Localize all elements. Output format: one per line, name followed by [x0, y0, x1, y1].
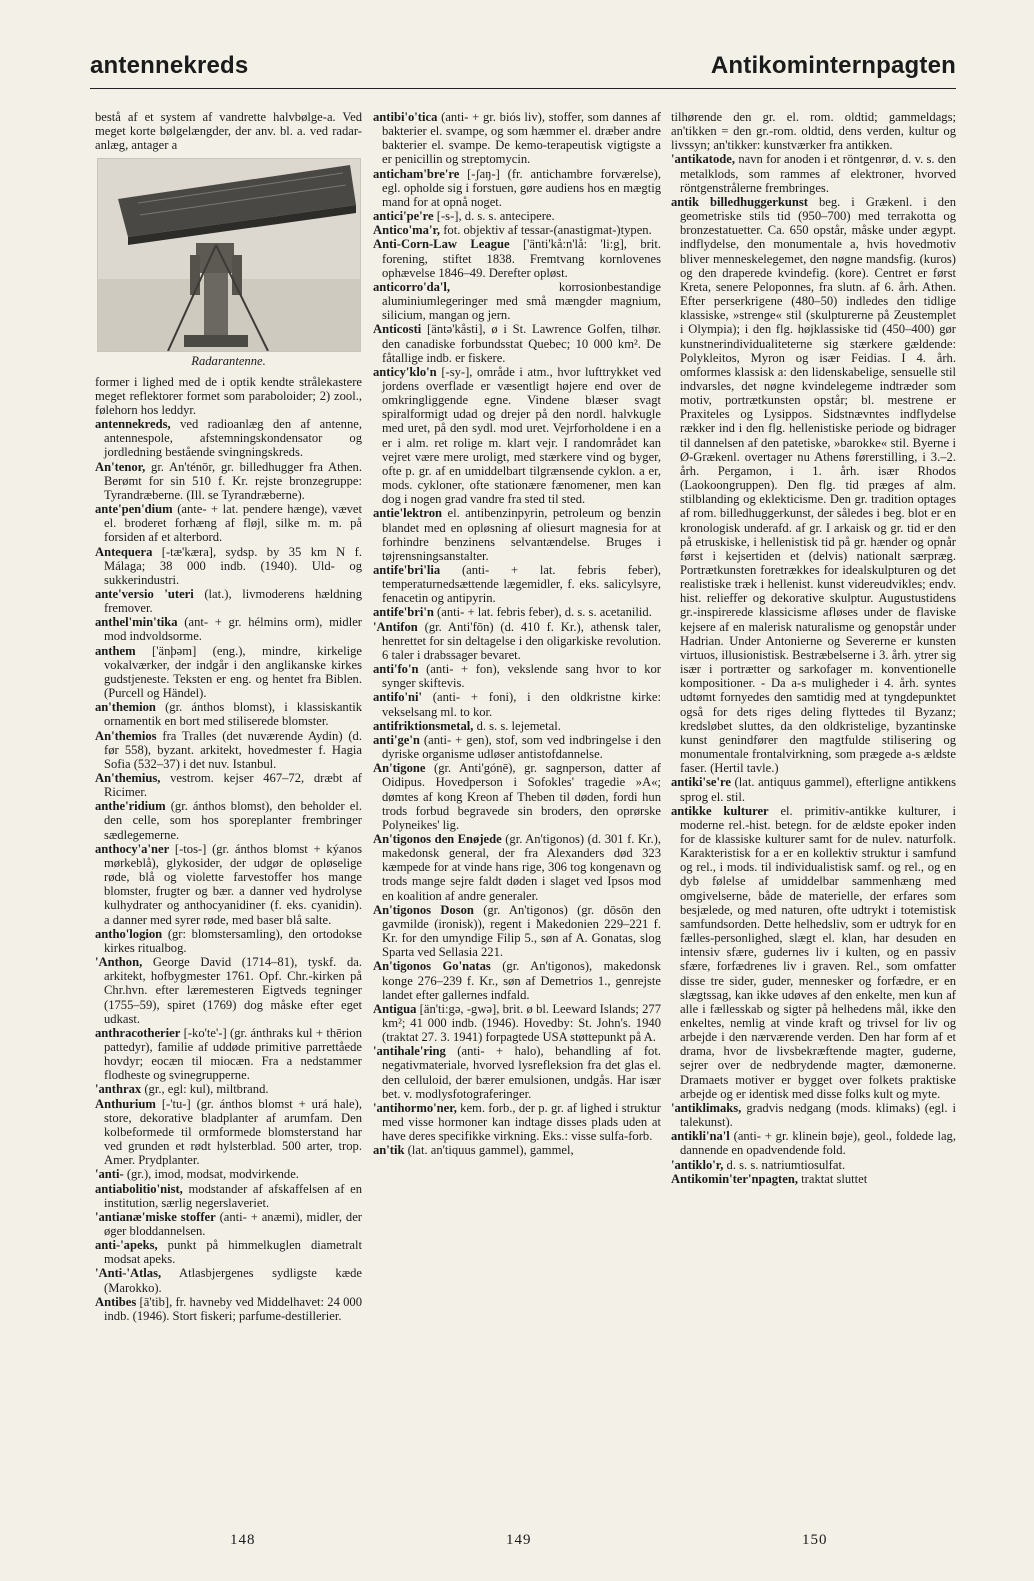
dictionary-entry	[373, 1101, 661, 1143]
entry-headword: An'tigonos Go'natas	[373, 959, 491, 974]
dictionary-entry	[671, 195, 956, 775]
entry-definition: (gr. Anti'fōn) (d. 410 f. Kr.), athensk taler, henrettet for sin deltagelse i den oligarkiske revolution. 6 taler i drabssager bevaret.	[382, 619, 661, 662]
entry-headword: anthe'ridium	[95, 799, 166, 814]
dictionary-entry	[95, 615, 362, 643]
dictionary-entry	[671, 1101, 956, 1129]
entry-headword: 'antianæ'miske stoffer	[95, 1209, 216, 1224]
entry-headword: anthocy'a'ner	[95, 841, 170, 856]
dictionary-entry	[373, 719, 661, 733]
entry-headword: An'tigonos Doson	[373, 902, 474, 917]
entry-headword: antie'lektron	[373, 506, 443, 521]
entry-headword: 'Anti-'Atlas,	[95, 1266, 162, 1281]
entry-definition: d. s. s. natriumtiosulfat.	[726, 1157, 846, 1172]
header-rule	[90, 88, 956, 89]
entry-headword: anticorro'da'l,	[373, 279, 451, 294]
entry-definition: (gr. ánthos blomst), i klassiskantik ornamentik en bort med stiliserede blomster.	[104, 700, 362, 729]
dictionary-entry	[373, 733, 661, 761]
dictionary-entry	[373, 662, 661, 690]
entry-definition: vestrom. kejser 467–72, dræbt af Ricimer.	[104, 771, 362, 800]
entry-headword: Antigua	[373, 1001, 417, 1016]
entry-headword: antife'bri'lia	[373, 563, 441, 577]
entry-headword: anticham'bre're	[373, 166, 460, 181]
entry-headword: antife'bri'n	[373, 605, 434, 620]
entry-definition: [-sy-], område i atm., hvor lufttrykket ved jordens overflade er væsentligt højere end over de omkringliggende egne. Vindene blæser svagt spiralformigt udad og drejer på den nordl. halvkugle med uret, på den sydl. mod uret. Vejrforholdene i en a er i alm. ret rolige m. klart vejr. I randområdet kan vejret være mere uroligt, med stærkere vind og byger, ofte p. gr. af en umiddelbart tilgrænsende cyklon. a er, mods. cykloner, ofte stationære fænomener, men kan dog i nogen grad vandre fra sted til sted.	[382, 364, 661, 507]
entry-headword: antifriktionsmetal,	[373, 718, 474, 733]
page-number-left: 148	[230, 1532, 256, 1548]
entry-headword: an'tik	[373, 1143, 405, 1158]
dictionary-entry	[373, 322, 661, 364]
page-header	[90, 52, 956, 92]
entry-definition: (gr. Anti'gónē), gr. sagnperson, datter af Oidipus. Hovedperson i Sofokles' tragedie »A«; dømtes af kong Kreon af Theben til døden, fordi hun trods forbud begravede sin broders, den oprørske Polyneikes' lig.	[382, 761, 661, 832]
left-headword: antennekreds	[90, 52, 249, 79]
dictionary-entry	[373, 761, 661, 832]
entry-headword: Antequera	[95, 544, 153, 559]
entry-headword: An'tigonos den Enøjede	[373, 831, 502, 846]
dictionary-entry	[373, 832, 661, 903]
entry-headword: 'antihale'ring	[373, 1044, 446, 1059]
dictionary-entry	[95, 1266, 362, 1294]
entry-headword: antho'logion	[95, 926, 163, 941]
entry-definition: [-ko'te'-] (gr. ánthraks kul + thērion pattedyr), familie af uddøde primitive parrettåede hovdyr; eocæn til miocæn. Fra a nedstammer flodheste og svinegrupperne.	[104, 1025, 362, 1083]
entry-definition: el. antibenzinpyrin, petroleum og benzin blandet med en opløsning af oliesurt magnesia for at forhindre benzinens selvantændelse. Bruges i tøjrensningsanstalter.	[382, 506, 661, 563]
entry-headword: Antico'ma'r,	[373, 223, 441, 238]
entry-definition: [äntə'kåsti], ø i St. Lawrence Golfen, tilhør. den canadiske forbundsstat Quebec; 10 000 km². De fåtallige indb. er fiskere.	[382, 322, 661, 365]
entry-definition: ['änti'kå:n'lå: 'li:g], brit. forening, stiftet 1838. Fremtvang kornlovenes ophævelse 1846–49. Derefter opløst.	[382, 237, 661, 280]
entry-headword: antennekreds,	[95, 417, 171, 432]
entry-headword: antici'pe're	[373, 209, 434, 224]
dictionary-entry	[95, 1026, 362, 1083]
entry-definition: (anti- + gr. klinein bøje), geol., foldede lag, dannende en opadvendende fold.	[680, 1129, 956, 1158]
dictionary-entry	[95, 1182, 362, 1210]
entry-definition: korrosionbestandige aluminiumlegeringer med små mængder magnium, silicium, mangan og jern.	[382, 279, 661, 323]
entry-definition: (anti- + gr. biós liv), stoffer, som dannes af bakterier el. svampe, og som hæmmer el. dræber andre bakterier el. svampe. De kemo-terapeutisk vigtigste a er penicillin og streptomycin.	[382, 110, 661, 167]
entry-definition: [-s-], d. s. s. antecipere.	[436, 209, 555, 224]
dictionary-entry	[373, 690, 661, 718]
dictionary-entry	[373, 237, 661, 279]
dictionary-entry	[95, 587, 362, 615]
dictionary-entry	[671, 152, 956, 194]
entry-definition: ved radioanlæg den af antenne, antennespole, afstemningskondensator og jordledning bestående svingningskreds.	[104, 417, 362, 460]
entry-definition: [-'tu-] (gr. ánthos blomst + urá hale), store, dekorative bladplanter af arumfam. Den kolbeformede til ormformede blomsterstand har ved grunden et rødt hylsterblad. 500 arter, trop. Amer. Prydplanter.	[104, 1096, 362, 1168]
entry-definition: punkt på himmelkuglen diametralt modsat apeks.	[104, 1238, 362, 1267]
entry-headword: anthel'min'tika	[95, 615, 178, 630]
dictionary-entry	[373, 605, 661, 619]
dictionary-entry	[95, 700, 362, 728]
entry-headword: 'Anthon,	[95, 955, 143, 970]
entry-definition: [-ʃaŋ-] (fr. antichambre forværelse), egl. opholde sig i forstuen, gøre audiens hos en mægtig mand for at opnå noget.	[382, 166, 661, 209]
column-1-entries	[95, 417, 362, 1323]
column-1-continuation: former i lighed med de i optik kendte strålekastere meget reflektorer formet som paraboloider; 2) zool., følehorn hos leddyr.	[95, 374, 362, 417]
entry-headword: 'antikatode,	[671, 152, 736, 167]
entry-definition: kem. forb., der p. gr. af lighed i struktur med visse hormoner kan indtage disses plads uden at have deres specifikke virkning. Eks.: visse sulfa-forb.	[382, 1100, 661, 1144]
entry-headword: anti'ge'n	[373, 732, 420, 747]
entry-headword: antiki'se're	[671, 775, 731, 790]
dictionary-entry	[95, 1295, 362, 1323]
entry-definition: modstander af afskaffelsen af en institution, særlig negerslaveriet.	[104, 1181, 362, 1210]
entry-definition: (anti- + halo), behandling af fot. negativmateriale, hvorved lysrefleksion fra det glas el. den celluloid, der bærer emulsionen, undgås. Har især bet. v. modlysfotograferinger.	[382, 1044, 661, 1101]
entry-definition: (anti- + lat. febris feber), d. s. s. acetanilid.	[437, 605, 652, 620]
entry-definition: (lat. antiquus gammel), efterligne antikkens sprog el. stil.	[680, 775, 956, 804]
entry-definition: gradvis nedgang (mods. klimaks) (egl. i talekunst).	[680, 1100, 956, 1130]
dictionary-entry	[95, 927, 362, 955]
entry-definition: (lat.), livmoderens hældning fremover.	[104, 586, 362, 616]
dictionary-entry	[373, 365, 661, 507]
dictionary-entry	[373, 167, 661, 209]
entry-headword: Antibes	[95, 1294, 137, 1309]
dictionary-entry	[373, 1143, 661, 1157]
entry-definition: d. s. s. lejemetal.	[476, 718, 561, 733]
entry-headword: anthem	[95, 643, 136, 658]
entry-definition: (gr., egl: kul), miltbrand.	[144, 1082, 269, 1097]
entry-headword: Anticosti	[373, 322, 422, 337]
entry-definition: (gr. An'tigonos) (d. 301 f. Kr.), makedonsk general, der fra Alexanders død 323 kæmpede for at vinde hans rige, 306 tog kongenavn og trods mange sejre faldt døden i slaget ved Ipsos mod en koalition af andre generaler.	[382, 831, 661, 903]
entry-definition: el. primitiv-antikke kulturer, i moderne rel.-hist. betegn. for de ældste epoker inden for de klassiske kulturer samt for de nulev. naturfolk. Karakteristisk for a er en kollektiv struktur i samfund og rel., i mods. til individualistisk samf. og rel., og en dyb følelse af umiddelbar sammenhæng med omgivelserne, både de materielle, der erfares som besjælede, og med naturen, ofte udtrykt i totemistisk samfundsorden. Dette helhedsliv, som er udtryk for en fælles-personlighed, slægt el. klan, har desuden en intensiv sfære, gudernes liv i kulten, og en passiv sfære, forfædrenes liv i graven. Rel., som omfatter disse tre sider, guder, mennesker og forfædre, er en slægtssag, kan ikke udøves af den enkelte, men kun af alle i fællesskab og sigter på helhedens mål, ikke den enkeltes, nemlig at vinde kraft og trivsel for liv og arbejde i den nærværende verden. Den har form af et drama, hvor de livsbekræftende magter, guderne, sejrer over de nedbrydende magter, dæmonerne. Dramaets motiver er bygget over folkets praktiske arbejde og er identisk med disse folks kult og myte.	[680, 803, 956, 1101]
entry-headword: antibi'o'tica	[373, 110, 438, 124]
entry-definition: (gr: blomstersamling), den ortodokse kirkes ritualbog.	[104, 926, 362, 955]
page-number-right: 150	[802, 1532, 828, 1548]
column-3-lead: tilhørende den gr. el. rom. oldtid; gammeldags; an'tikken = den gr.-rom. oldtid, dens verden, kultur og livssyn; an'tikker: kunstværker fra antikken.	[671, 110, 956, 153]
entry-headword: antik billedhuggerkunst	[671, 194, 808, 209]
entry-definition: beg. i Grækenl. i den geometriske stils tid (950–700) med terrakotta og bronzestatuetter. Ca. 650 opstår, måske under ægypt. indflydelse, den monumentale a, hvis hovedmotiv bliver menneskelegemet, den nøgne mandsfig. (kuros) og den draperede kvindefig. (kore). Centret er først Kreta, senere Peloponnes, fra slutn. af 6. årh. Athen. Efter perserkrigene (480–50) indledes den tidlige klassiske, »strenge« stil (skulpturerne på Zeustemplet i Olympia); i den flg. højklassiske tid (450–400) gør kunstnerindividualiteterne sig stærkere gældende: Polykleitos, Myron og især Feidias. I 4. årh. omformes klassisk a: den lidenskabelige, sensuelle stil indvarsles, det nøgne kvindelegeme indtræder som motiv, portrætkunsten opstår; bl. mestrene er Praxiteles og Lysippos. Sidstnævntes indflydelse rækker ind i den flg. hellenistiske periode og bidrager til dannelsen af den patetiske, »barokke« stil. Byerne i Ø-Grækenl. overtager nu Athens førerstilling, i 3.–2. årh. Pergamon, i 1. årh. især Rhodos (Laokoongruppen). Den flg. tid præges af alm. stilblanding og eklekticisme. Den gr. tradition optages af rom. billedhuggerkunst, der således i beg. blot er en kronologisk underafd. af gr. I arkaisk og gr. tid er den på etruskiske, i hellenistisk tid på gr. hænder og opnår først i kejsertiden et (delvis) nationalt særpræg. Portrætkunsten foretrækkes for idealskulpturen og det realistiske træk i hellenist. kunst videreudvikles; endv. hist. relieffer og dekorative skulptur. Augustustidens gr.-inspirerede klassicisme afløses under de flaviske kejsere af en malerisk naturalisme og genopstår under Hadrian. Under Antonierne og Severerne er kunsten virtuos, illusionistisk. Bestræbelserne i 3. årh. ytrer sig især i portrætter og sarkofager m. konventionelle kompositioner. - Da a-s muligheder i 4. årh. syntes udtømt fornyedes den samtidig med at tyngdepunktet også for dets riges deling flyttedes til Byzanz; kredsløbet sluttes, da den oldkristelige, byzantinske kunst genindfører den magtfulde stilisering og monumentale frontalvirkning, som prægede a-s ældste faser. (Hertil tavle.)	[680, 194, 956, 776]
entry-headword: antikke kulturer	[671, 803, 769, 818]
figure-caption: Radarantenne.	[191, 354, 266, 369]
entry-definition: (ant- + gr. hélmins orm), midler mod indvoldsorme.	[104, 615, 362, 644]
dictionary-entry	[95, 955, 362, 1026]
entry-definition: traktat sluttet	[801, 1171, 868, 1186]
column-2-entries	[373, 110, 661, 1158]
entry-headword: anticy'klo'n	[373, 364, 437, 379]
dictionary-entry	[95, 1210, 362, 1238]
entry-headword: ante'pen'dium	[95, 502, 173, 517]
entry-headword: 'antiklimaks,	[671, 1100, 742, 1115]
entry-definition: (gr. ánthos blomst), den beholder el. den celle, som hos sporeplanter frembringer sædlegemerne.	[104, 799, 362, 842]
column-3	[671, 110, 956, 1500]
dictionary-entry	[95, 644, 362, 701]
entry-headword: Anti-Corn-Law League	[373, 237, 510, 252]
entry-headword: An'tigone	[373, 761, 426, 776]
right-headword: Antikominternpagten	[710, 52, 956, 79]
dictionary-entry	[671, 775, 956, 803]
column-2	[373, 110, 661, 1500]
entry-headword: 'Antifon	[373, 619, 418, 634]
dictionary-entry	[95, 502, 362, 544]
column-1	[95, 110, 362, 1500]
entry-definition: [-tæ'kæra], sydsp. by 35 km N f. Málaga; 38 000 indb. (1940). Uld- og sukkerindustri.	[104, 544, 362, 587]
entry-headword: Antikomin'ter'npagten,	[671, 1171, 798, 1186]
entry-headword: 'anti-	[95, 1167, 124, 1182]
entry-definition: (anti- + lat. febris feber), temperaturnedsættende lægemidler, f. eks. salicylsyre, fenacetin og antipyrin.	[382, 563, 661, 606]
dictionary-entry	[373, 959, 661, 1001]
entry-definition: [än'ti:gə, -gwə], brit. ø bl. Leeward Islands; 277 km²; 41 000 indb. (1946). Hovedby: St. John's. 1940 (traktat 27. 3. 1941) forpagtede USA støttepunkt på A.	[382, 1001, 661, 1045]
entry-definition: fot. objektiv af tessar-(anastigmat-)typen.	[443, 223, 652, 238]
entry-headword: anthracotherier	[95, 1025, 181, 1040]
entry-headword: 'antiklo'r,	[671, 1157, 724, 1172]
entry-definition: Atlasbjergenes sydligste kæde (Marokko).	[104, 1266, 362, 1295]
radar-antenna-figure	[97, 158, 361, 352]
dictionary-entry	[95, 842, 362, 927]
dictionary-entry	[373, 1044, 661, 1101]
dictionary-entry	[373, 1002, 661, 1044]
dictionary-entry	[95, 771, 362, 799]
dictionary-entry	[95, 1167, 362, 1181]
dictionary-entry	[373, 903, 661, 960]
entry-headword: An'themios	[95, 728, 157, 743]
dictionary-entry	[95, 460, 362, 502]
column-3-entries	[671, 152, 956, 1185]
dictionary-entry	[95, 545, 362, 587]
entry-definition: [ā'tib], fr. havneby ved Middelhavet: 24 000 indb. (1946). Stort fiskeri; parfume-destillerier.	[104, 1294, 362, 1323]
entry-definition: (lat. an'tiquus gammel), gammel,	[407, 1143, 574, 1158]
dictionary-entry	[373, 280, 661, 322]
entry-headword: 'anthrax	[95, 1082, 142, 1097]
dictionary-entry	[95, 729, 362, 771]
entry-definition: navn for anoden i et röntgenrør, d. v. s. den metalklods, som rammes af elektroner, hvorved röntgenstrålerne frembringes.	[680, 152, 956, 195]
dictionary-entry	[671, 1172, 956, 1186]
entry-headword: antikli'na'l	[671, 1129, 730, 1144]
entry-headword: antiabolitio'nist,	[95, 1181, 183, 1196]
entry-headword: An'themius,	[95, 771, 161, 785]
entry-definition: (gr. An'tigonos) (gr. dōsōn den gavmilde (ironisk)), regent i Makedonien 229–221 f. Kr. for den umyndige Filip 5., søn af A. Gonatas, slog Sparta ved Sellasia 221.	[382, 902, 661, 960]
dictionary-entry	[95, 1082, 362, 1096]
entry-headword: anti'fo'n	[373, 662, 419, 677]
dictionary-entry	[373, 620, 661, 662]
entry-definition: (anti- + gen), stof, som ved indbringelse i den dyriske organisme udløser antistofdannelse.	[382, 732, 661, 762]
column-1-intro: bestå af et system af vandrette halvbølge-a. Ved meget korte bølgelængder, der anv. bl. a. ved radar-anlæg, antager a	[95, 110, 362, 153]
dictionary-entry	[373, 563, 661, 605]
entry-definition: fra Tralles (det nuværende Aydin) (d. før 558), byzant. arkitekt, hovedmester f. Hagia Sofia (532–37) i det nuv. Istanbul.	[104, 728, 362, 771]
entry-headword: an'themion	[95, 700, 156, 715]
page-number-middle: 149	[506, 1532, 532, 1548]
entry-definition: George David (1714–81), tyskf. da. arkitekt, hofbygmester 1761. Opf. Chr.-kirken på Chr.hvn. efter læremesteren Eigtveds tegninger (1755–59), spiret (1769) dog måske efter eget udkast.	[104, 955, 362, 1026]
entry-definition: (anti- + anæmi), midler, der øger bloddannelsen.	[104, 1209, 362, 1238]
entry-definition: ['änþəm] (eng.), mindre, kirkelige vokalværker, der indgår i den anglikanske kirkes gudstjeneste. Teksten er eng. og hentet fra Biblen. (Purcell og Händel).	[104, 643, 362, 701]
dictionary-entry	[373, 209, 661, 223]
entry-headword: anti-'apeks,	[95, 1238, 158, 1253]
dictionary-entry	[95, 1097, 362, 1168]
entry-definition: (gr. An'tigonos), makedonsk konge 276–239 f. Kr., søn af Demetrios 1., genrejste landet efter gallernes indfald.	[382, 959, 661, 1002]
dictionary-entry	[95, 799, 362, 841]
entry-headword: ante'versio 'uteri	[95, 586, 194, 601]
entry-headword: An'tenor,	[95, 459, 146, 474]
entry-definition: (ante- + lat. pendere hænge), vævet el. broderet forhæng af fløjl, silke m. m. på forsiden af et alterbord.	[104, 502, 362, 545]
entry-headword: Anthurium	[95, 1096, 156, 1111]
dictionary-entry	[671, 804, 956, 1101]
dictionary-entry	[95, 417, 362, 459]
dictionary-entry	[671, 1129, 956, 1157]
dictionary-entry	[671, 1158, 956, 1172]
entry-definition: (gr.), imod, modsat, modvirkende.	[126, 1167, 299, 1182]
entry-definition: [-tos-] (gr. ánthos blomst + kýanos mørkeblå), glykosider, der udgør de opløselige røde, blå og violette farvestoffer hos mange blomster, frugter og bær. a danner ved hydrolyse kulhydrater og anthocyanidiner (f. eks. cyanidin). a danner med syrer røde, med baser blå salte.	[104, 841, 362, 927]
dictionary-entry	[373, 506, 661, 563]
entry-definition: (anti- + fon), vekslende sang hvor to kor synger skiftevis.	[382, 662, 661, 691]
entry-headword: antifo'ni'	[373, 690, 422, 705]
dictionary-entry	[95, 1238, 362, 1266]
entry-definition: (anti- + foni), i den oldkristne kirke: vekselsang ml. to kor.	[382, 690, 661, 719]
entry-headword: 'antihormo'ner,	[373, 1100, 457, 1115]
dictionary-entry	[373, 223, 661, 237]
dictionary-entry	[373, 110, 661, 167]
entry-definition: gr. An'ténōr, gr. billedhugger fra Athen. Berømt for sin 510 f. Kr. rejste bronzegruppe: Tyrandræberne. (Ill. se Tyrandræberne).	[104, 459, 362, 502]
radar-antenna-photo-icon	[98, 159, 360, 351]
